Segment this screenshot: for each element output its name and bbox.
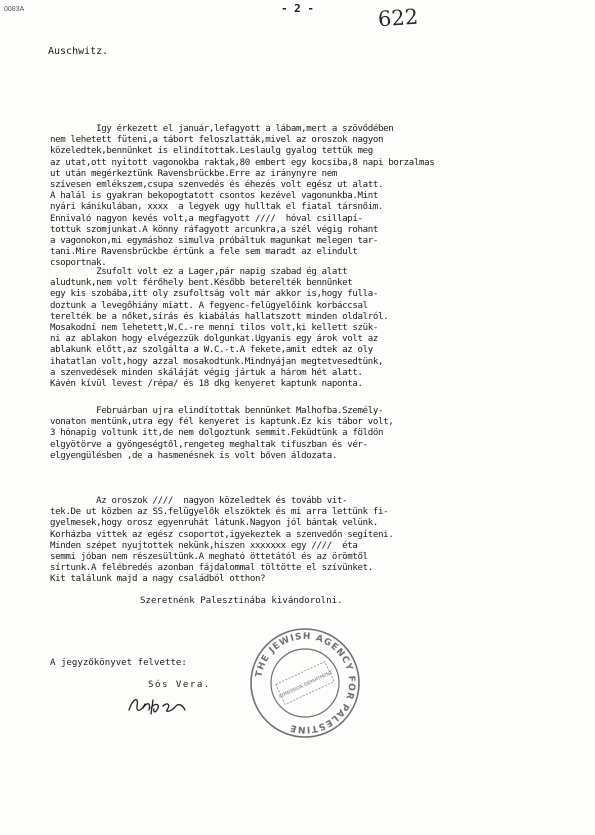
paragraph-2 bbox=[50, 267, 556, 390]
text-line: szívesen emlékszem,csupa szenvedés és éhezés volt egész ut alatt. bbox=[50, 180, 384, 191]
text-line: semmi jóban nem részesültünk.A megható öttetától és az örömtől bbox=[50, 552, 368, 563]
text-line: A halál is gyakran bekopogtatott csontos kezével vagonunkba.Mint bbox=[50, 191, 378, 202]
text-line: a vagonokon,mi egymáshoz simulva próbáltuk magunkat melegen tar- bbox=[50, 236, 378, 247]
text-line: Az oroszok //// nagyon közeledtek és tovább vit- bbox=[50, 496, 348, 506]
paragraph-3 bbox=[50, 406, 556, 462]
handwritten-number: 622 bbox=[377, 4, 419, 32]
closing-statement: Szeretnénk Palesztinába kivándorolni. bbox=[140, 596, 343, 606]
paragraph-1 bbox=[50, 124, 556, 270]
handwritten-signature bbox=[125, 692, 195, 718]
text-line: doztunk a levegőhiány miatt. A fegyenc-felügyelőink korbáccsal bbox=[50, 300, 368, 311]
text-line: Korházba vittek az egész csoportot,igyekeztek a szenvedőn segíteni. bbox=[50, 529, 394, 540]
text-line: tek.De ut közben az SS.felügyelők elszöktek és mi arra lettünk fi- bbox=[50, 507, 389, 518]
text-line: gyelmesek,hogy orosz egyenruhát látunk.Nagyon jól bántak velünk. bbox=[50, 518, 378, 529]
text-line: elgyötörve a gyöngeségtől,rengeteg meghaltak tifuszban és vér- bbox=[50, 439, 368, 450]
text-line: közeledtek,bennünket is elindítottak.Leslaulg gyalog tettük meg bbox=[50, 146, 373, 157]
text-line: ihatatlan volt,hogy azzal mosakodtunk.Mindnyájan megtetvesedtünk, bbox=[50, 356, 384, 367]
stamp-center-text: ADMISSION DEPARTMENT bbox=[278, 670, 334, 700]
text-line: a szenvedések minden skáláját végig jártuk a három hét alatt. bbox=[50, 367, 363, 378]
stamp-ring-text: THE JEWISH AGENCY FOR PALESTINE bbox=[254, 631, 357, 735]
text-line: Zsufolt volt ez a Lager,pár napig szabad ég alatt bbox=[50, 267, 348, 277]
stamp-center bbox=[274, 661, 337, 706]
text-line: tani.Mire Ravensbrückbe értünk a fele sem maradt az elindult bbox=[50, 247, 358, 258]
paragraph-4 bbox=[50, 496, 556, 586]
text-line: Kávén kívül levest /répa/ és 18 dkg kenyeret kaptunk naponta. bbox=[50, 379, 363, 390]
text-line: az utat,ott nyitott vagonokba raktak,80 embert egy kocsiba,8 napi borzalmas bbox=[50, 157, 435, 168]
text-line: nem lehetett füteni,a tábort feloszlatták,mivel az oroszok nagyon bbox=[50, 135, 384, 146]
text-line: Minden szépet nyujtottek nekünk,hiszen xxxxxxx egy //// éta bbox=[50, 540, 358, 551]
text-line: nyári kánikulában, xxxx a legyek ugy hulltak el fiatal társnőim. bbox=[50, 202, 384, 213]
text-line: sírtunk.A felébredés azonban fájdalommal töltötte el szívünket. bbox=[50, 563, 373, 574]
text-line: elgyengülésben ,de a hasmenésnek is volt bőven áldozata. bbox=[50, 450, 337, 461]
text-line: aludtunk,nem volt férőhely bent.Később beterelték bennünket bbox=[50, 278, 353, 289]
page-number: - 2 - bbox=[280, 2, 315, 15]
text-line: 3 hónapig voltunk itt,de nem dolgoztunk semmit.Feküdtünk a földön bbox=[50, 428, 384, 439]
text-line: egy kis szobába,itt oly zsufoltság volt már akkor is,hogy fulla- bbox=[50, 289, 378, 300]
text-line: ablakunk előtt,az szolgálta a W.C.-t.A fekete,amit edtek az oly bbox=[50, 345, 373, 356]
text-line: ni az ablakon hogy elvégezzük dolgunkat.Ugyanis egy árok volt az bbox=[50, 334, 378, 345]
text-line: tottuk szomjunkat.A könny ráfagyott arcunkra,a szél végig rohant bbox=[50, 224, 378, 235]
text-line: Kit találunk majd a nagy családból otthon? bbox=[50, 574, 266, 585]
text-line: Februárban ujra elindítottak bennünket Malhofba.Személy- bbox=[50, 406, 384, 416]
text-line: Mosakodni nem lehetett,W.C.-re menni tilos volt,ki kellett szük- bbox=[50, 323, 378, 334]
agency-stamp bbox=[246, 624, 364, 742]
text-line: Igy érkezett el január,lefagyott a lábam,mert a szövődében bbox=[50, 124, 394, 134]
text-line: csoportnak. bbox=[50, 258, 107, 269]
text-line: ut után megérkeztünk Ravensbrückbe.Erre az iránynyre nem bbox=[50, 168, 337, 179]
corner-mark: 0083A bbox=[4, 6, 25, 13]
text-line: vonaton mentünk,utra egy fél kenyeret is kaptunk.Ez kis tábor volt, bbox=[50, 417, 394, 428]
location-heading: Auschwitz. bbox=[48, 46, 109, 57]
recorder-label: A jegyzőkönyvet felvette: bbox=[50, 658, 187, 668]
text-line: terelték be a nőket,sirás és kiabálás hallatszott minden oldalról. bbox=[50, 311, 389, 322]
text-line: Ennivaló nagyon kevés volt,a megfagyott //// hóval csillapí- bbox=[50, 213, 363, 224]
recorder-name: Sós Vera. bbox=[148, 680, 211, 690]
